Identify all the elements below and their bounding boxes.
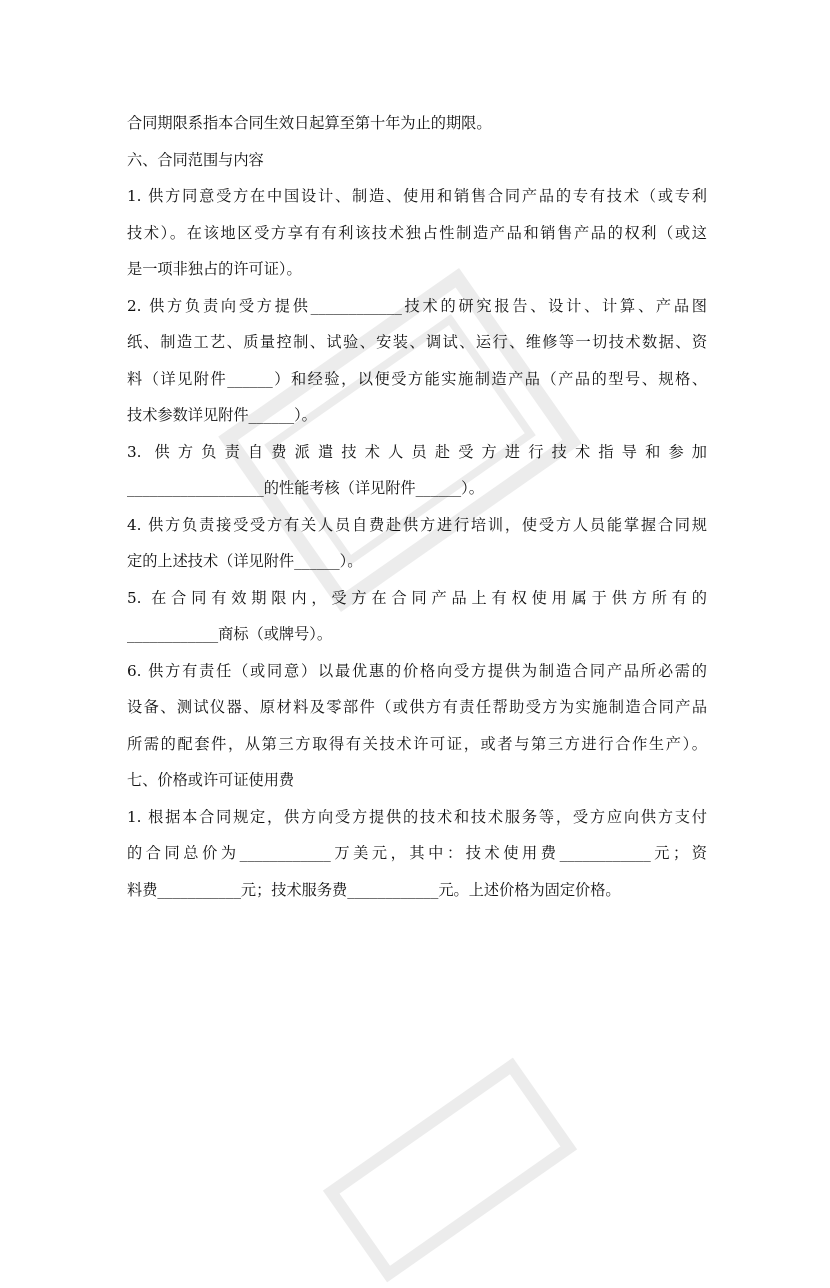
paragraph-line: 纸、制造工艺、质量控制、试验、安装、调试、运行、维修等一切技术数据、资: [127, 333, 707, 351]
paragraph-line: 料（详见附件______）和经验，以便受方能实施制造产品（产品的型号、规格、: [127, 369, 707, 388]
paragraph-line: 技术）。在该地区受方享有有利该技术独占性制造产品和销售产品的权利（或这: [127, 223, 707, 242]
paragraph-line: 定的上述技术（详见附件______）。: [127, 552, 363, 570]
section-heading: 七、价格或许可证使用费: [127, 771, 295, 789]
watermark-logo-bottom: [317, 1052, 582, 1288]
paragraph-line: 料费___________元；技术服务费____________元。上述价格为固定价格。: [127, 880, 621, 899]
paragraph-line: __________________的性能考核（详见附件______）。: [127, 479, 484, 497]
paragraph-line: 4. 供方负责接受受方有关人员自费赴供方进行培训，使受方人员能掌握合同规: [127, 515, 707, 534]
paragraph-line: 所需的配套件，从第三方取得有关技术许可证，或者与第三方进行合作生产）。: [127, 734, 707, 753]
document-body: [127, 105, 707, 908]
paragraph-line: 合同期限系指本合同生效日起算至第十年为止的期限。: [127, 114, 492, 132]
section-heading: 六、合同范围与内容: [127, 150, 264, 169]
paragraph-line: 1. 根据本合同规定，供方向受方提供的技术和技术服务等，受方应向供方支付: [127, 807, 707, 826]
paragraph-line: 技术参数详见附件______）。: [127, 406, 317, 424]
paragraph-line: 5. 在合同有效期限内，受方在合同产品上有权使用属于供方所有的: [127, 588, 707, 607]
paragraph-line: 6. 供方有责任（或同意）以最优惠的价格向受方提供为制造合同产品所必需的: [127, 661, 707, 680]
paragraph-line: ____________商标（或牌号）。: [127, 625, 333, 643]
paragraph-line: 是一项非独占的许可证）。: [127, 260, 302, 278]
paragraph-line: 的合同总价为____________万美元，其中：技术使用费____________元；资: [127, 844, 707, 862]
paragraph-line: 1. 供方同意受方在中国设计、制造、使用和销售合同产品的专有技术（或专利: [127, 187, 707, 205]
paragraph-line: 设备、测试仪器、原材料及零部件（或供方有责任帮助受方为实施制造合同产品: [127, 698, 707, 716]
paragraph-line: 3. 供方负责自费派遣技术人员赴受方进行技术指导和参加: [127, 442, 707, 461]
paragraph-line: 2. 供方负责向受方提供____________技术的研究报告、设计、计算、产品图: [127, 296, 707, 315]
